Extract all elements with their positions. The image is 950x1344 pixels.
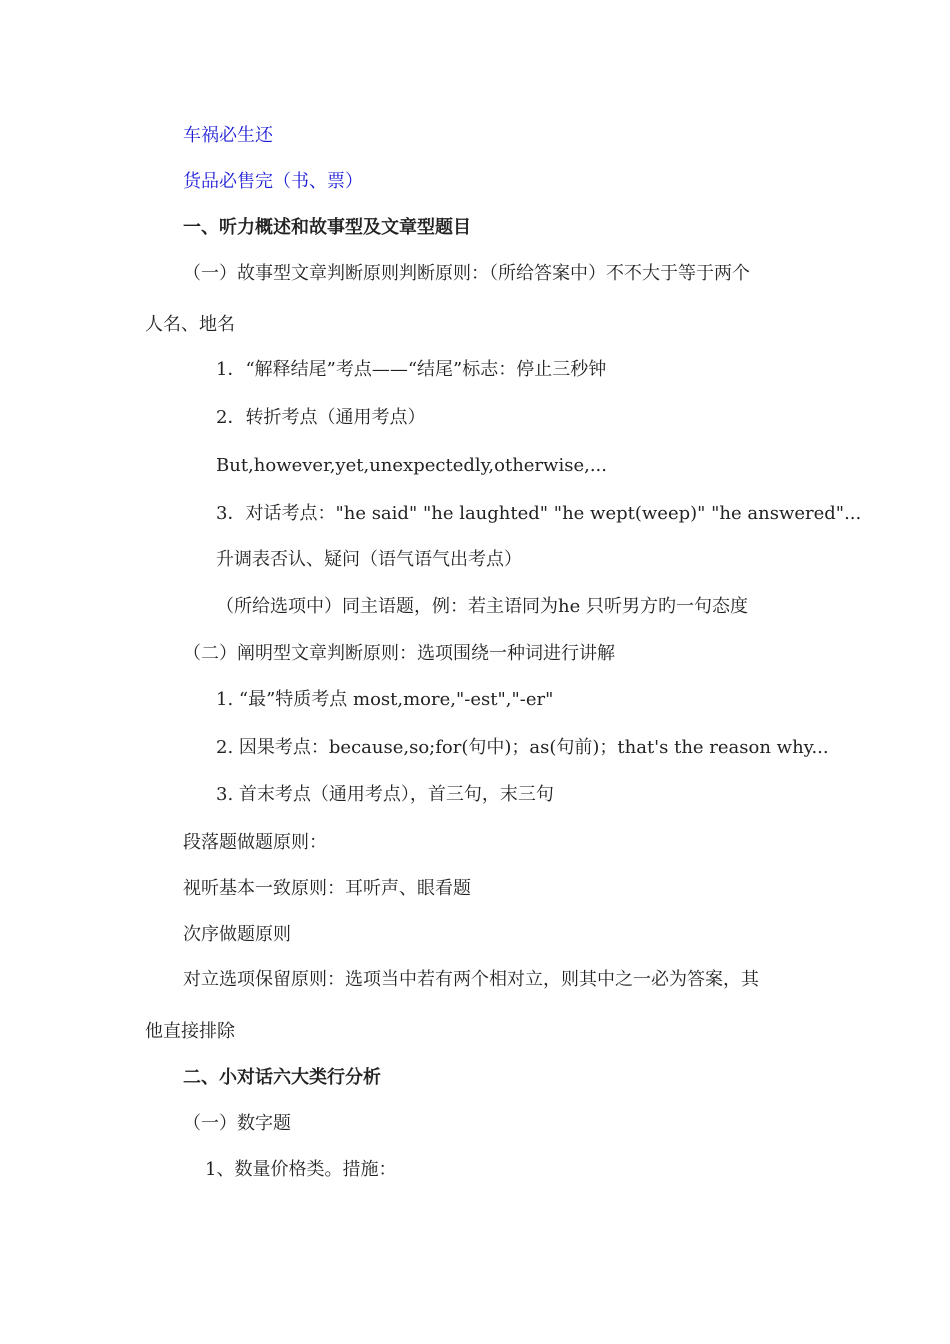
list-item-2-examples: But,however,yet,unexpectedly,otherwise,... [216, 455, 607, 476]
heading-goods-sold-out: 货品必售完（书、票） [183, 171, 363, 192]
list-item-1: 1．“解释结尾”考点——“结尾”标志：停止三秒钟 [216, 359, 607, 380]
list-item-b2: 2. 因果考点：because,so;for(句中)；as(句前)；that's the reason why... [216, 737, 829, 758]
list-item-2: 2．转折考点（通用考点） [216, 407, 426, 428]
principle-opposite-line-2: 他直接排除 [145, 1021, 235, 1042]
principle-order: 次序做题原则 [183, 924, 291, 945]
list-item-b1: 1. “最”特质考点 most,more,"-est","-er" [216, 689, 554, 710]
list-item-3-example: （所给选项中）同主语题，例：若主语同为he 只听男方旳一句态度 [216, 596, 748, 617]
heading-car-accident: 车祸必生还 [183, 125, 273, 146]
list-item-3: 3．对话考点："he said" "he laughted" "he wept(weep)" "he answered"... [216, 503, 862, 524]
subsection-1-line-1: （一）故事型文章判断原则判断原则：（所给答案中）不不大于等于两个 [183, 263, 750, 284]
principle-opposite-line-1: 对立选项保留原则：选项当中若有两个相对立，则其中之一必为答案，其 [183, 969, 759, 990]
section-heading-2: 二、小对话六大类行分析 [183, 1067, 381, 1088]
principle-consistency: 视听基本一致原则：耳听声、眼看题 [183, 878, 471, 899]
list-item-b3: 3. 首末考点（通用考点），首三句，末三句 [216, 784, 554, 805]
subsection-1-line-2: 人名、地名 [145, 314, 235, 335]
list-item-3-note: 升调表否认、疑问（语气语气出考点） [216, 549, 522, 570]
list-item-quantity-price: 1、数量价格类。措施： [205, 1159, 397, 1180]
paragraph-principle-heading: 段落题做题原则： [183, 832, 327, 853]
subsection-2-heading: （二）阐明型文章判断原则：选项围绕一种词进行讲解 [183, 643, 615, 664]
section-heading-1: 一、听力概述和故事型及文章型题目 [183, 217, 471, 238]
subsection-number-questions: （一）数字题 [183, 1113, 291, 1134]
